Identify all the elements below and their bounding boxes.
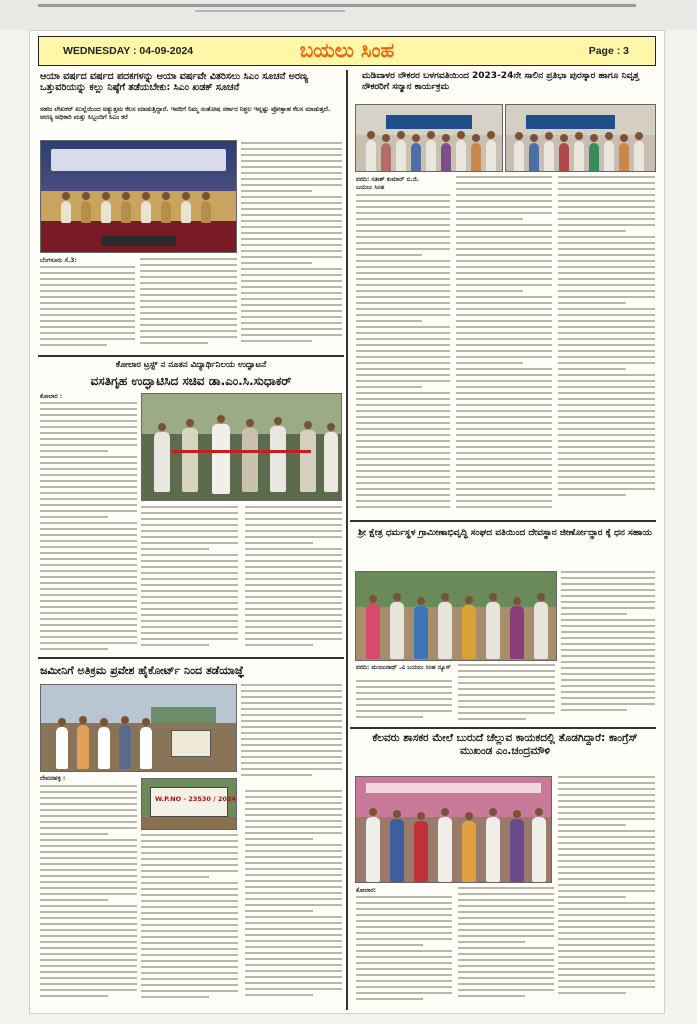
article-2-headline: ಮಡಿವಾಳರ ನೌಕರರ ಬಳಗವತಿಯಿಂದ 2023-24ನೇ ಸಾಲಿನ ಪ್ರತಿಭಾ ಪುರಸ್ಕಾರ ಹಾಗೂ ನಿವೃತ್ತ ನೌಕರರಿಗೆ ಸನ್ಮಾನ ಕಾರ್ಯಕ್ರಮ <box>362 71 639 92</box>
article-4-photo <box>355 571 557 661</box>
article-1-body-left <box>40 266 135 350</box>
article-5-body-right-top <box>241 684 342 784</box>
masthead-date: WEDNESDAY : 04-09-2024 <box>63 45 194 57</box>
article-6-lead: ಕೋಲಾರ: <box>356 887 377 894</box>
article-2-caption: ವರದಿ: ಸತೀಶ್ ಕುಮಾರ್ ಬಿ.ಜಿ. <box>356 176 420 183</box>
article-6-headline: ಕೆಲವರು ಶಾಸಕರ ಮೇಲೆ ಬುರುದೆ ಚೆಲ್ಲುವ ಕಾಯಕದಲ್ಲಿ ತೊಡಗಿದ್ದಾರೆ: ಕಾಂಗ್ರೆಸ್ ಮುಖಂಡ ಎಂ.ಚಂದ್ರಮೌಳಿ <box>372 732 638 757</box>
article-2-body-col1 <box>356 194 450 514</box>
article-3-photo <box>141 393 342 501</box>
article-6-body-right <box>558 776 655 1006</box>
article-2-photo-left <box>355 104 503 172</box>
masthead <box>38 36 656 66</box>
article-2-lead: ಬಯಲು ಸಿಂಹ <box>356 184 385 191</box>
article-1-body-mid <box>140 258 237 350</box>
article-2-body-col2 <box>456 176 552 514</box>
article-1-subhead: ಸಹಜ ಲೇಖಕರ್ ಖುಲ್ಲೆಯಿಂದ ಅತ್ಯುತ್ತಮ ಕೆಲಸ ಮಾಡುತ್ತಿದ್ದಾರೆ. ಇವರಿಗೆ ನಿಮ್ಮ ಸಂತೋಷ ಸರ್ಕಾರ ನಿಶ್ಚಲ ಇನ್ನಷ್ಟು ಪ್ರೋತ್ಸಾಹ ಕೆಲಸ ಮಾಡುತ್ತದೆ. ಅರಣ್ಯ ಅಧಿಕಾರಿ ಮತ್ತು ಸಿಬ್ಬಂದಿಗೆ ಸಿಎಂ ಕರೆ <box>40 106 331 121</box>
article-4-body-col1 <box>356 680 452 720</box>
article-2-body-col3 <box>558 176 655 514</box>
article-3-body-col2 <box>141 506 238 653</box>
article-5-headline: ಜಮೀನಿಗೆ ಅತಿಕ್ರಮ ಪ್ರವೇಶ ಹೈಕೋರ್ಟ್ ನಿಂದ ತಡೆಯಾಜ್ಞೆ <box>40 664 245 677</box>
article-2-photo-right <box>505 104 656 172</box>
article-1-headline: ಆಯಾ ವರ್ಷದ ವರ್ಷದ ಪದಕಗಳನ್ನು ಆಯಾ ವರ್ಷವೇ ವಿತರಿಸಲು ಸಿಎಂ ಸೂಚನೆ ಅರಣ್ಯ ಒತ್ತುವರಿಯನ್ನು ಕಲ್ಲು ನಿಷ್ಠೆಗೆ ತಡೆಯಬೇಕು: ಸಿಎಂ ಖಡಕ್ ಸೂಚನೆ <box>40 71 309 94</box>
article-6-photo <box>355 776 552 883</box>
article-3-body-col1 <box>40 402 137 652</box>
article-5-lead: ದೇವನಹಳ್ಳಿ : <box>40 775 66 782</box>
section-rule-left-2 <box>38 657 344 659</box>
article-3-headline-1: ಕೋಲಾರ ಟ್ರಸ್ಟ್ ನ ನೂತನ ವಿದ್ಯಾರ್ಥಿನಿಲಯ ಉದ್ಘಾಟನೆ <box>115 360 267 370</box>
page-number: Page : 3 <box>588 45 629 57</box>
article-6-body-col1 <box>356 896 452 1006</box>
column-divider <box>346 70 348 1010</box>
court-order-sign: W.P.NO - 23530 / 2024 <box>155 795 236 803</box>
top-strip <box>0 0 697 30</box>
section-rule-right-1 <box>350 520 656 522</box>
article-4-body-right <box>561 571 655 719</box>
section-rule-left-1 <box>38 355 344 357</box>
article-3-headline-2: ವಸತಿಗೃಹ ಉದ್ಘಾಟಿಸಿದ ಸಚಿವ ಡಾ.ಎಂ.ಸಿ.ಸುಧಾಕರ್ <box>90 374 292 388</box>
top-rule-short <box>195 10 345 12</box>
article-1-body-right <box>241 142 342 347</box>
top-rule <box>38 4 636 7</box>
masthead-title: ಬಯಲು ಸಿಂಹ <box>299 38 395 62</box>
article-3-lead: ಕೋಲಾರ : <box>40 393 63 400</box>
article-4-headline: ಶ್ರೀ ಕ್ಷೇತ್ರ ಧರ್ಮಸ್ಥಳ ಗ್ರಾಮೀಣಾಭಿವೃದ್ಧಿ ಸಂಘದ ವತಿಯಿಂದ ದೇವಸ್ಥಾನ ಜೀರ್ಣೋದ್ಧಾರ ಕ್ಕೆ ಧನ ಸಹಾಯ <box>358 528 652 538</box>
article-3-body-col3 <box>245 506 342 653</box>
article-6-body-col2 <box>458 887 554 1006</box>
section-rule-right-2 <box>350 727 656 729</box>
article-1-lead: ಬೆಂಗಳೂರು ಸೆ.3: <box>40 257 77 264</box>
article-5-body-col3 <box>245 790 342 1006</box>
article-5-photo-sign <box>141 778 237 830</box>
article-4-body-col2 <box>458 664 555 720</box>
article-1-photo <box>40 140 237 253</box>
article-5-photo-main <box>40 684 237 772</box>
article-5-body-col1 <box>40 785 137 1007</box>
article-4-caption: ವರದಿ: ಮಂಜುನಾಥ್ .ವಿ ಬಯಲು ಸಿಂಹ ನ್ಯೂಸ್ <box>356 664 451 671</box>
article-5-body-col2 <box>141 834 238 1006</box>
